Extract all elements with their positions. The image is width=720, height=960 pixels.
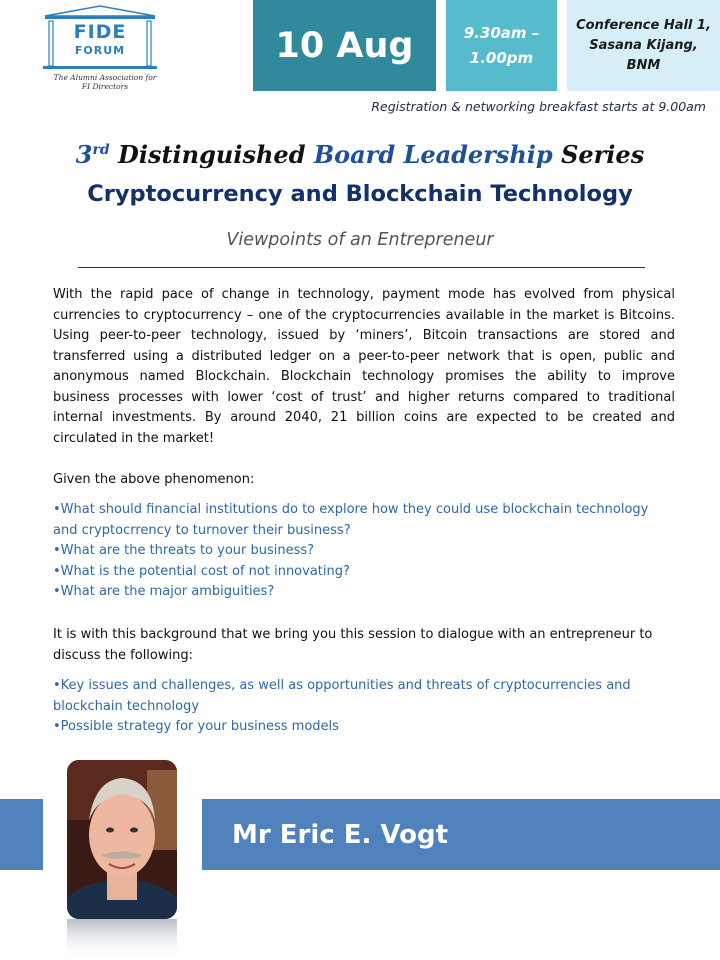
registration-note: Registration & networking breakfast starts at 9.00am <box>371 99 706 114</box>
speaker-photo-reflection <box>67 919 177 960</box>
question-item: •What are the threats to your business? <box>53 543 315 558</box>
topic-text: Key issues and challenges, as well as opportunities and threats of cryptocurrencies and blockchain technology <box>53 678 631 714</box>
intro-paragraph: With the rapid pace of change in technology, payment mode has evolved from physical currencies to cryptocurrency – one of the cryptocurrencies available in the market is Bitcoins. Using peer-to-peer technology, issued by ‘miners’, Bitcoin transactions are stored and transferred using a distributed ledger on a peer-to-peer network that is open, public and anonymous named Blockchain. Blockchain technology promises the ability to improve business processes with lower ‘cost of trust’ and higher returns compared to traditional internal investments. By around 2040, 21 billion coins are expected to be created and circulated in the market! <box>53 287 675 446</box>
series-ordinal: 3 <box>75 140 93 169</box>
event-time-box <box>446 0 557 91</box>
page-title: Cryptocurrency and Blockchain Technology <box>87 181 633 207</box>
logo-tagline: The Alumni Association for FI Directors <box>53 73 157 91</box>
event-venue-box <box>567 0 720 91</box>
speaker-portrait-icon <box>67 760 177 919</box>
topic-text: Possible strategy for your business models <box>60 719 339 734</box>
series-ordinal-suffix: rd <box>92 142 110 158</box>
speaker-name: Mr Eric E. Vogt <box>232 819 448 850</box>
event-date: 10 Aug <box>275 25 414 66</box>
venue-line-1: Conference Hall 1, <box>576 17 711 33</box>
topic-item: •Key issues and challenges, as well as opportunities and threats of cryptocurrencies and blockchain technology <box>53 678 631 714</box>
logo-fide-text: FIDE <box>73 21 127 43</box>
topic-list <box>53 676 675 738</box>
series-word-distinguished: Distinguished <box>118 140 306 169</box>
speaker-band <box>202 799 720 870</box>
venue-line-3: BNM <box>626 57 661 73</box>
page-subtitle: Viewpoints of an Entrepreneur <box>226 230 494 250</box>
question-item: •What is the potential cost of not innovating? <box>53 563 350 579</box>
question-text: What are the threats to your business? <box>60 543 315 558</box>
series-title <box>0 140 720 169</box>
venue-line-2: Sasana Kijang, <box>589 37 698 53</box>
question-item: •What should financial institutions do to explore how they could use blockchain technology and cryptocrrency to turnover their business? <box>53 502 649 538</box>
event-date-box <box>253 0 436 91</box>
given-heading: Given the above phenomenon: <box>53 472 255 487</box>
series-word-board-leadership: Board Leadership <box>313 140 553 169</box>
event-time-start: 9.30am – <box>463 23 540 42</box>
question-text: What is the potential cost of not innovating? <box>60 563 350 579</box>
series-word-series: Series <box>561 140 645 169</box>
question-text: What should financial institutions do to explore how they could use blockchain technology and cryptocrrency to turnover their business? <box>53 502 649 538</box>
session-intro: It is with this background that we bring you this session to dialogue with an entrepreneur to discuss the following: <box>53 627 653 663</box>
question-list <box>53 500 675 603</box>
topic-item: •Possible strategy for your business models <box>53 719 339 734</box>
speaker-photo <box>67 760 177 919</box>
logo-forum-text: FORUM <box>74 44 126 57</box>
speaker-band-left <box>0 799 43 870</box>
question-item: •What are the major ambiguities? <box>53 584 275 599</box>
divider <box>78 267 645 268</box>
question-text: What are the major ambiguities? <box>60 584 275 599</box>
fide-forum-logo <box>40 4 170 96</box>
event-time-end: 1.00pm <box>469 48 534 67</box>
